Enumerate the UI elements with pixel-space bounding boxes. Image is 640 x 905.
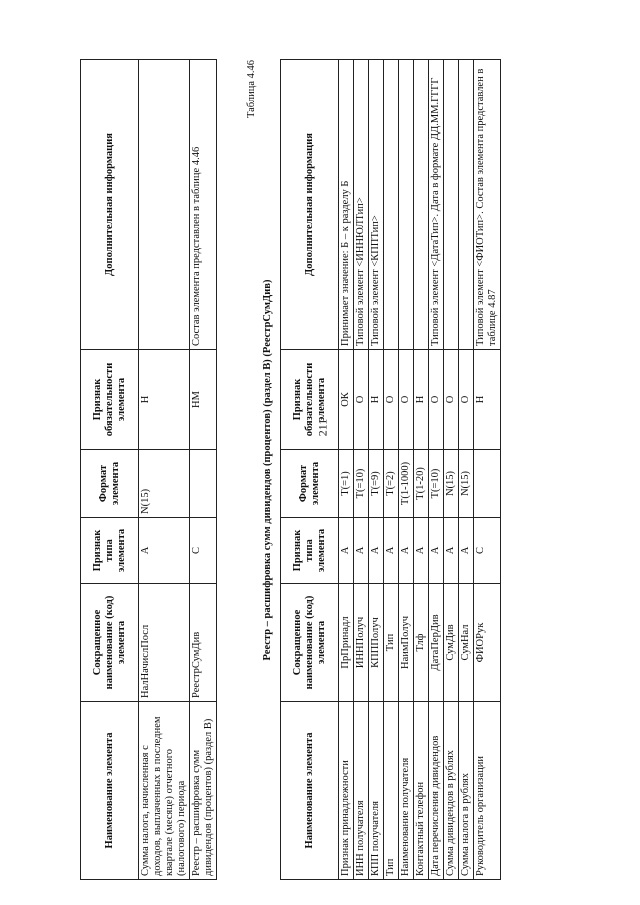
cell-info [384,60,399,350]
cell-type: А [399,518,414,584]
cell-format: Т(=10) [429,450,444,518]
table-row [444,60,459,880]
page-number: 211 [315,418,330,437]
cell-code: СумДив [444,584,459,702]
cell-type: А [429,518,444,584]
cell-code: ИННПолуч [354,584,369,702]
cell-required: О [459,350,474,450]
table-4-45-continuation [80,59,217,880]
cell-format: Т(1-1000) [399,450,414,518]
cell-code: РеестрСумДив [190,584,217,702]
header-info: Дополнительная информация [281,60,339,350]
cell-name: Наименование получателя [399,702,414,880]
table-row [139,60,190,880]
header-format: Формат элемента [81,450,139,518]
cell-name: Дата перечисления дивидендов [429,702,444,880]
cell-info: Принимает значение: Б – к разделу Б [339,60,354,350]
rotated-content [80,60,640,880]
cell-type: А [369,518,384,584]
table-title: Реестр – расшифровка сумм дивидендов (процентов) (раздел В) (РеестрСумДив) [262,279,273,661]
cell-type: А [459,518,474,584]
table-row [459,60,474,880]
cell-type: С [474,518,501,584]
cell-format: N(15) [139,450,190,518]
cell-code: СумНал [459,584,474,702]
cell-type: А [354,518,369,584]
cell-name: Руководитель организации [474,702,501,880]
header-info: Дополнительная информация [81,60,139,350]
cell-required: Н [139,350,190,450]
table-label: Таблица 4.46 [246,60,257,119]
cell-code: НалНачислПосл [139,584,190,702]
cell-type: А [139,518,190,584]
cell-required: О [354,350,369,450]
cell-name: КПП получателя [369,702,384,880]
cell-info [399,60,414,350]
cell-type: А [444,518,459,584]
cell-code: НаимПолуч [399,584,414,702]
cell-type: А [384,518,399,584]
cell-code: ФИОРук [474,584,501,702]
header-name: Наименование элемента [281,702,339,880]
cell-info: Типовой элемент <ДатаТип>. Дата в формате ДД.ММ.ГГГГ [429,60,444,350]
header-type: Признак типа элемента [81,518,139,584]
cell-required: НМ [190,350,217,450]
cell-format: Т(=9) [369,450,384,518]
cell-format: Т(=10) [354,450,369,518]
table-row [474,60,501,880]
header-type: Признак типа элемента [281,518,339,584]
table-header-row [281,60,339,880]
cell-code: Тлф [414,584,429,702]
cell-required: Н [369,350,384,450]
cell-format: Т(1-20) [414,450,429,518]
cell-info: Типовой элемент <ФИОТип>. Состав элемента представлен в таблице 4.87 [474,60,501,350]
cell-code: ДатаПерДив [429,584,444,702]
cell-required: О [399,350,414,450]
table-row [399,60,414,880]
table-row [414,60,429,880]
table-row [429,60,444,880]
cell-info [139,60,190,350]
cell-format: Т(=1) [339,450,354,518]
cell-format [474,450,501,518]
cell-name: Контактный телефон [414,702,429,880]
cell-type: А [339,518,354,584]
header-code: Сокращенное наименование (код) элемента [281,584,339,702]
cell-info [444,60,459,350]
cell-code: Тип [384,584,399,702]
cell-required: ОК [339,350,354,450]
table-row [384,60,399,880]
header-required: Признак обязательности элемента [81,350,139,450]
cell-code: КПППолуч [369,584,384,702]
cell-info: Состав элемента представлен в таблице 4.46 [190,60,217,350]
cell-type: А [414,518,429,584]
cell-required: О [429,350,444,450]
cell-format [190,450,217,518]
cell-name: Реестр – расшифровка сумм дивидендов (процентов) (раздел В) [190,702,217,880]
header-required: Признак обязательности элемента [281,350,339,450]
table-4-46 [280,59,501,880]
table-row [190,60,217,880]
cell-name: Сумма налога в рублях [459,702,474,880]
cell-name: ИНН получателя [354,702,369,880]
cell-info [459,60,474,350]
header-format: Формат элемента [281,450,339,518]
table-row [339,60,354,880]
cell-name: Сумма налога, начисленная с доходов, выплаченных в последнем квартале (месяце) отчетного (налогового) периода [139,702,190,880]
cell-required: О [384,350,399,450]
cell-name: Тип [384,702,399,880]
cell-required: Н [474,350,501,450]
table-row [369,60,384,880]
cell-info: Типовой элемент <КППТип> [369,60,384,350]
cell-name: Сумма дивидендов в рублях [444,702,459,880]
cell-required: Н [414,350,429,450]
table-row [354,60,369,880]
header-code: Сокращенное наименование (код) элемента [81,584,139,702]
header-name: Наименование элемента [81,702,139,880]
cell-format: N(15) [444,450,459,518]
cell-info: Типовой элемент <ИННЮЛТип> [354,60,369,350]
table-header-row [81,60,139,880]
cell-format: N(15) [459,450,474,518]
cell-required: О [444,350,459,450]
cell-code: ПрПринадл [339,584,354,702]
cell-info [414,60,429,350]
cell-name: Признак принадлежности [339,702,354,880]
cell-type: С [190,518,217,584]
cell-format: Т(=2) [384,450,399,518]
